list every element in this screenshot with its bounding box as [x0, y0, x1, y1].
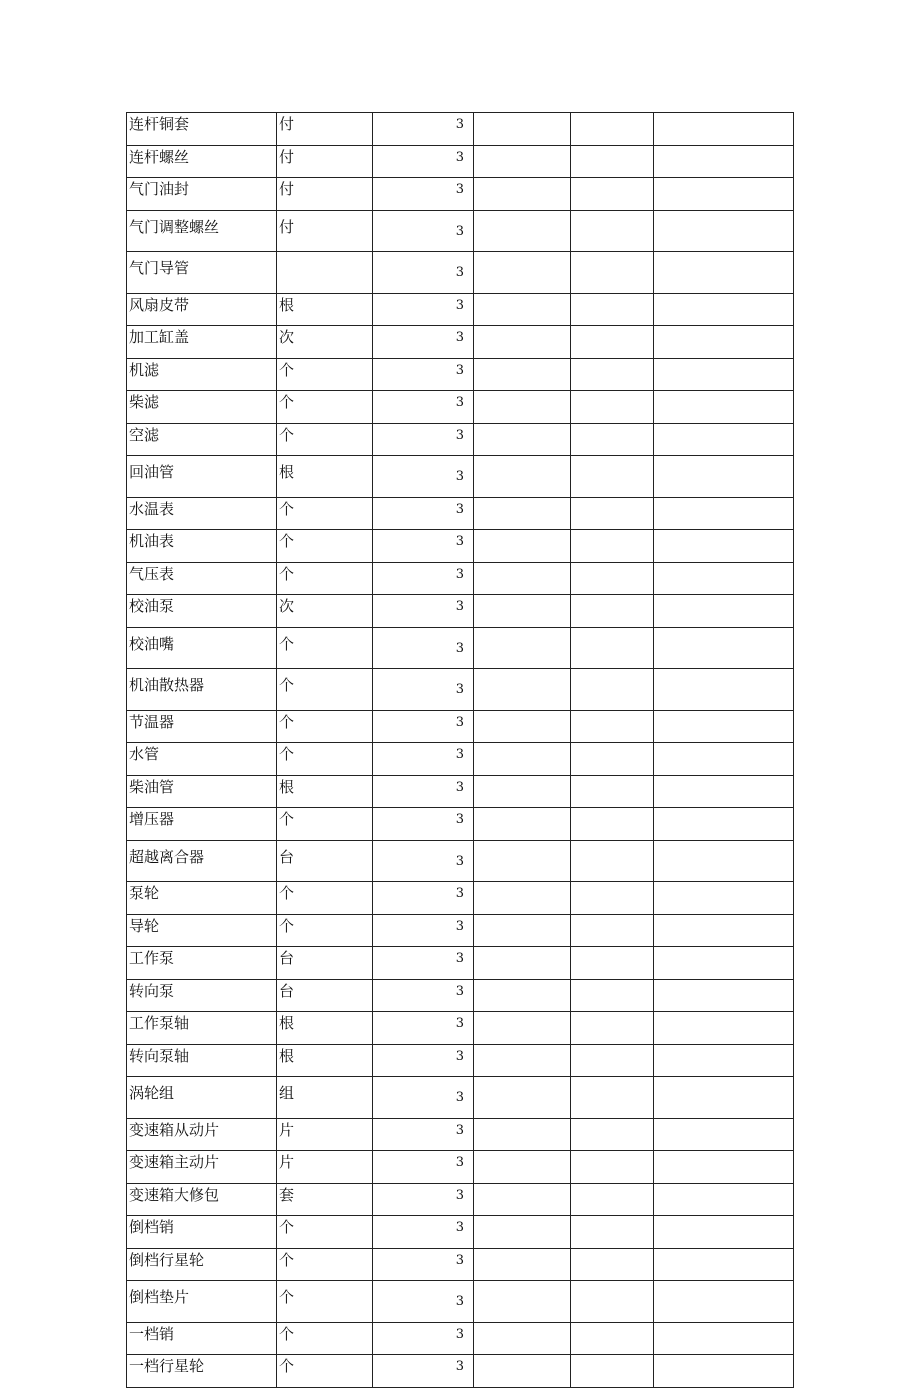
- empty-cell: [654, 562, 794, 595]
- table-row: [127, 914, 794, 947]
- empty-cell: [654, 530, 794, 563]
- empty-cell: [654, 595, 794, 628]
- quantity-cell: 3: [373, 1322, 474, 1355]
- item-name-cell: 水管: [127, 743, 277, 776]
- empty-cell: [654, 113, 794, 146]
- empty-cell: [571, 1322, 654, 1355]
- item-name-cell: 连杆铜套: [127, 113, 277, 146]
- empty-cell: [654, 210, 794, 252]
- empty-cell: [654, 293, 794, 326]
- quantity-cell: 3: [373, 456, 474, 498]
- empty-cell: [654, 423, 794, 456]
- quantity-cell: 3: [373, 808, 474, 841]
- quantity-cell: 3: [373, 775, 474, 808]
- unit-cell: 个: [277, 391, 373, 424]
- quantity-cell: 3: [373, 252, 474, 294]
- unit-cell: 个: [277, 1281, 373, 1323]
- item-name-cell: 机滤: [127, 358, 277, 391]
- unit-cell: 个: [277, 808, 373, 841]
- quantity-cell: 3: [373, 145, 474, 178]
- quantity-cell: 3: [373, 423, 474, 456]
- quantity-cell: 3: [373, 1151, 474, 1184]
- quantity-cell: 3: [373, 627, 474, 669]
- unit-cell: 付: [277, 113, 373, 146]
- unit-cell: 片: [277, 1118, 373, 1151]
- quantity-cell: 3: [373, 293, 474, 326]
- unit-cell: 台: [277, 979, 373, 1012]
- table-row: [127, 1077, 794, 1119]
- item-name-cell: 一档行星轮: [127, 1355, 277, 1388]
- empty-cell: [571, 113, 654, 146]
- empty-cell: [654, 1044, 794, 1077]
- unit-cell: 根: [277, 1012, 373, 1045]
- table-row: [127, 595, 794, 628]
- empty-cell: [654, 1355, 794, 1388]
- quantity-cell: 3: [373, 840, 474, 882]
- table-row: [127, 947, 794, 980]
- unit-cell: 个: [277, 1216, 373, 1249]
- empty-cell: [571, 1248, 654, 1281]
- item-name-cell: 水温表: [127, 497, 277, 530]
- empty-cell: [571, 530, 654, 563]
- unit-cell: 套: [277, 1183, 373, 1216]
- quantity-cell: 3: [373, 882, 474, 915]
- quantity-cell: 3: [373, 210, 474, 252]
- empty-cell: [654, 1012, 794, 1045]
- empty-cell: [571, 326, 654, 359]
- empty-cell: [654, 178, 794, 211]
- empty-cell: [654, 947, 794, 980]
- empty-cell: [654, 840, 794, 882]
- empty-cell: [571, 252, 654, 294]
- quantity-cell: 3: [373, 1281, 474, 1323]
- table-row: [127, 252, 794, 294]
- empty-cell: [474, 627, 571, 669]
- empty-cell: [474, 530, 571, 563]
- empty-cell: [474, 595, 571, 628]
- unit-cell: 台: [277, 840, 373, 882]
- empty-cell: [571, 1281, 654, 1323]
- unit-cell: 个: [277, 1248, 373, 1281]
- empty-cell: [474, 1077, 571, 1119]
- empty-cell: [474, 1183, 571, 1216]
- empty-cell: [654, 1281, 794, 1323]
- item-name-cell: 回油管: [127, 456, 277, 498]
- table-row: [127, 627, 794, 669]
- empty-cell: [474, 423, 571, 456]
- quantity-cell: 3: [373, 1012, 474, 1045]
- table-row: [127, 456, 794, 498]
- empty-cell: [474, 1151, 571, 1184]
- empty-cell: [474, 1012, 571, 1045]
- item-name-cell: 倒档销: [127, 1216, 277, 1249]
- empty-cell: [474, 669, 571, 711]
- empty-cell: [571, 775, 654, 808]
- table-row: [127, 1248, 794, 1281]
- table-row: [127, 1216, 794, 1249]
- empty-cell: [654, 882, 794, 915]
- empty-cell: [474, 358, 571, 391]
- table-row: [127, 497, 794, 530]
- item-name-cell: 工作泵轴: [127, 1012, 277, 1045]
- empty-cell: [474, 1118, 571, 1151]
- item-name-cell: 柴油管: [127, 775, 277, 808]
- empty-cell: [654, 743, 794, 776]
- empty-cell: [654, 775, 794, 808]
- item-name-cell: 连杆螺丝: [127, 145, 277, 178]
- table-row: [127, 710, 794, 743]
- quantity-cell: 3: [373, 1355, 474, 1388]
- empty-cell: [474, 497, 571, 530]
- empty-cell: [654, 1118, 794, 1151]
- empty-cell: [654, 669, 794, 711]
- item-name-cell: 导轮: [127, 914, 277, 947]
- quantity-cell: 3: [373, 530, 474, 563]
- empty-cell: [571, 979, 654, 1012]
- item-name-cell: 气压表: [127, 562, 277, 595]
- empty-cell: [654, 1151, 794, 1184]
- empty-cell: [571, 1183, 654, 1216]
- quantity-cell: 3: [373, 497, 474, 530]
- table-row: [127, 669, 794, 711]
- quantity-cell: 3: [373, 947, 474, 980]
- quantity-cell: 3: [373, 595, 474, 628]
- empty-cell: [474, 1044, 571, 1077]
- table-row: [127, 113, 794, 146]
- unit-cell: 根: [277, 775, 373, 808]
- empty-cell: [571, 947, 654, 980]
- unit-cell: 付: [277, 145, 373, 178]
- empty-cell: [571, 456, 654, 498]
- table-row: [127, 775, 794, 808]
- item-name-cell: 变速箱主动片: [127, 1151, 277, 1184]
- table-row: [127, 1355, 794, 1388]
- empty-cell: [571, 1118, 654, 1151]
- item-name-cell: 一档销: [127, 1322, 277, 1355]
- quantity-cell: 3: [373, 1216, 474, 1249]
- empty-cell: [571, 497, 654, 530]
- unit-cell: 个: [277, 358, 373, 391]
- empty-cell: [474, 210, 571, 252]
- empty-cell: [571, 669, 654, 711]
- empty-cell: [474, 947, 571, 980]
- empty-cell: [474, 775, 571, 808]
- quantity-cell: 3: [373, 710, 474, 743]
- empty-cell: [571, 1355, 654, 1388]
- empty-cell: [654, 456, 794, 498]
- empty-cell: [571, 562, 654, 595]
- unit-cell: 个: [277, 497, 373, 530]
- empty-cell: [571, 391, 654, 424]
- empty-cell: [571, 840, 654, 882]
- parts-table-body: [127, 113, 794, 1388]
- unit-cell: 个: [277, 669, 373, 711]
- empty-cell: [474, 178, 571, 211]
- empty-cell: [654, 391, 794, 424]
- table-row: [127, 743, 794, 776]
- item-name-cell: 空滤: [127, 423, 277, 456]
- empty-cell: [474, 1355, 571, 1388]
- empty-cell: [474, 1216, 571, 1249]
- item-name-cell: 泵轮: [127, 882, 277, 915]
- unit-cell: 片: [277, 1151, 373, 1184]
- empty-cell: [474, 326, 571, 359]
- empty-cell: [654, 252, 794, 294]
- quantity-cell: 3: [373, 1248, 474, 1281]
- empty-cell: [571, 1216, 654, 1249]
- item-name-cell: 气门油封: [127, 178, 277, 211]
- unit-cell: 个: [277, 882, 373, 915]
- item-name-cell: 节温器: [127, 710, 277, 743]
- table-row: [127, 391, 794, 424]
- item-name-cell: 转向泵轴: [127, 1044, 277, 1077]
- table-row: [127, 358, 794, 391]
- unit-cell: 付: [277, 210, 373, 252]
- unit-cell: 组: [277, 1077, 373, 1119]
- empty-cell: [571, 914, 654, 947]
- quantity-cell: 3: [373, 391, 474, 424]
- empty-cell: [654, 979, 794, 1012]
- unit-cell: 个: [277, 530, 373, 563]
- unit-cell: 付: [277, 178, 373, 211]
- table-row: [127, 882, 794, 915]
- empty-cell: [474, 1281, 571, 1323]
- item-name-cell: 气门调整螺丝: [127, 210, 277, 252]
- table-row: [127, 1322, 794, 1355]
- empty-cell: [474, 113, 571, 146]
- item-name-cell: 校油泵: [127, 595, 277, 628]
- unit-cell: 次: [277, 595, 373, 628]
- table-row: [127, 1281, 794, 1323]
- empty-cell: [474, 1248, 571, 1281]
- parts-table: [126, 112, 794, 1388]
- unit-cell: 个: [277, 1322, 373, 1355]
- unit-cell: 个: [277, 743, 373, 776]
- item-name-cell: 增压器: [127, 808, 277, 841]
- unit-cell: 个: [277, 914, 373, 947]
- quantity-cell: 3: [373, 358, 474, 391]
- unit-cell: [277, 252, 373, 294]
- item-name-cell: 涡轮组: [127, 1077, 277, 1119]
- empty-cell: [654, 1216, 794, 1249]
- empty-cell: [571, 627, 654, 669]
- empty-cell: [571, 145, 654, 178]
- item-name-cell: 变速箱大修包: [127, 1183, 277, 1216]
- empty-cell: [474, 808, 571, 841]
- item-name-cell: 转向泵: [127, 979, 277, 1012]
- unit-cell: 个: [277, 627, 373, 669]
- item-name-cell: 机油表: [127, 530, 277, 563]
- table-row: [127, 423, 794, 456]
- quantity-cell: 3: [373, 914, 474, 947]
- table-row: [127, 1044, 794, 1077]
- empty-cell: [474, 562, 571, 595]
- empty-cell: [474, 391, 571, 424]
- item-name-cell: 倒档行星轮: [127, 1248, 277, 1281]
- empty-cell: [571, 423, 654, 456]
- quantity-cell: 3: [373, 326, 474, 359]
- unit-cell: 个: [277, 562, 373, 595]
- empty-cell: [474, 252, 571, 294]
- empty-cell: [654, 1077, 794, 1119]
- unit-cell: 根: [277, 456, 373, 498]
- empty-cell: [571, 358, 654, 391]
- item-name-cell: 超越离合器: [127, 840, 277, 882]
- empty-cell: [654, 627, 794, 669]
- table-row: [127, 1183, 794, 1216]
- empty-cell: [474, 979, 571, 1012]
- table-row: [127, 210, 794, 252]
- table-row: [127, 178, 794, 211]
- empty-cell: [474, 710, 571, 743]
- empty-cell: [474, 914, 571, 947]
- empty-cell: [571, 1151, 654, 1184]
- empty-cell: [474, 293, 571, 326]
- empty-cell: [571, 743, 654, 776]
- empty-cell: [654, 808, 794, 841]
- unit-cell: 个: [277, 710, 373, 743]
- empty-cell: [654, 358, 794, 391]
- empty-cell: [571, 210, 654, 252]
- empty-cell: [571, 293, 654, 326]
- quantity-cell: 3: [373, 178, 474, 211]
- empty-cell: [654, 710, 794, 743]
- unit-cell: 个: [277, 1355, 373, 1388]
- quantity-cell: 3: [373, 113, 474, 146]
- item-name-cell: 风扇皮带: [127, 293, 277, 326]
- item-name-cell: 变速箱从动片: [127, 1118, 277, 1151]
- quantity-cell: 3: [373, 979, 474, 1012]
- item-name-cell: 柴滤: [127, 391, 277, 424]
- item-name-cell: 机油散热器: [127, 669, 277, 711]
- quantity-cell: 3: [373, 1077, 474, 1119]
- empty-cell: [654, 914, 794, 947]
- quantity-cell: 3: [373, 669, 474, 711]
- unit-cell: 个: [277, 423, 373, 456]
- unit-cell: 根: [277, 1044, 373, 1077]
- empty-cell: [654, 326, 794, 359]
- table-row: [127, 1118, 794, 1151]
- unit-cell: 根: [277, 293, 373, 326]
- unit-cell: 台: [277, 947, 373, 980]
- empty-cell: [654, 145, 794, 178]
- quantity-cell: 3: [373, 1183, 474, 1216]
- empty-cell: [571, 1012, 654, 1045]
- empty-cell: [654, 497, 794, 530]
- empty-cell: [474, 145, 571, 178]
- empty-cell: [571, 1077, 654, 1119]
- empty-cell: [474, 743, 571, 776]
- empty-cell: [571, 1044, 654, 1077]
- item-name-cell: 气门导管: [127, 252, 277, 294]
- empty-cell: [474, 840, 571, 882]
- item-name-cell: 加工缸盖: [127, 326, 277, 359]
- empty-cell: [654, 1183, 794, 1216]
- table-row: [127, 562, 794, 595]
- empty-cell: [654, 1248, 794, 1281]
- table-row: [127, 840, 794, 882]
- table-row: [127, 293, 794, 326]
- empty-cell: [474, 456, 571, 498]
- empty-cell: [654, 1322, 794, 1355]
- unit-cell: 次: [277, 326, 373, 359]
- quantity-cell: 3: [373, 562, 474, 595]
- quantity-cell: 3: [373, 743, 474, 776]
- empty-cell: [571, 178, 654, 211]
- empty-cell: [474, 1322, 571, 1355]
- item-name-cell: 校油嘴: [127, 627, 277, 669]
- empty-cell: [474, 882, 571, 915]
- empty-cell: [571, 710, 654, 743]
- empty-cell: [571, 808, 654, 841]
- table-row: [127, 1012, 794, 1045]
- table-row: [127, 530, 794, 563]
- item-name-cell: 倒档垫片: [127, 1281, 277, 1323]
- quantity-cell: 3: [373, 1118, 474, 1151]
- table-row: [127, 326, 794, 359]
- item-name-cell: 工作泵: [127, 947, 277, 980]
- table-row: [127, 1151, 794, 1184]
- table-row: [127, 808, 794, 841]
- table-row: [127, 145, 794, 178]
- quantity-cell: 3: [373, 1044, 474, 1077]
- table-row: [127, 979, 794, 1012]
- empty-cell: [571, 595, 654, 628]
- empty-cell: [571, 882, 654, 915]
